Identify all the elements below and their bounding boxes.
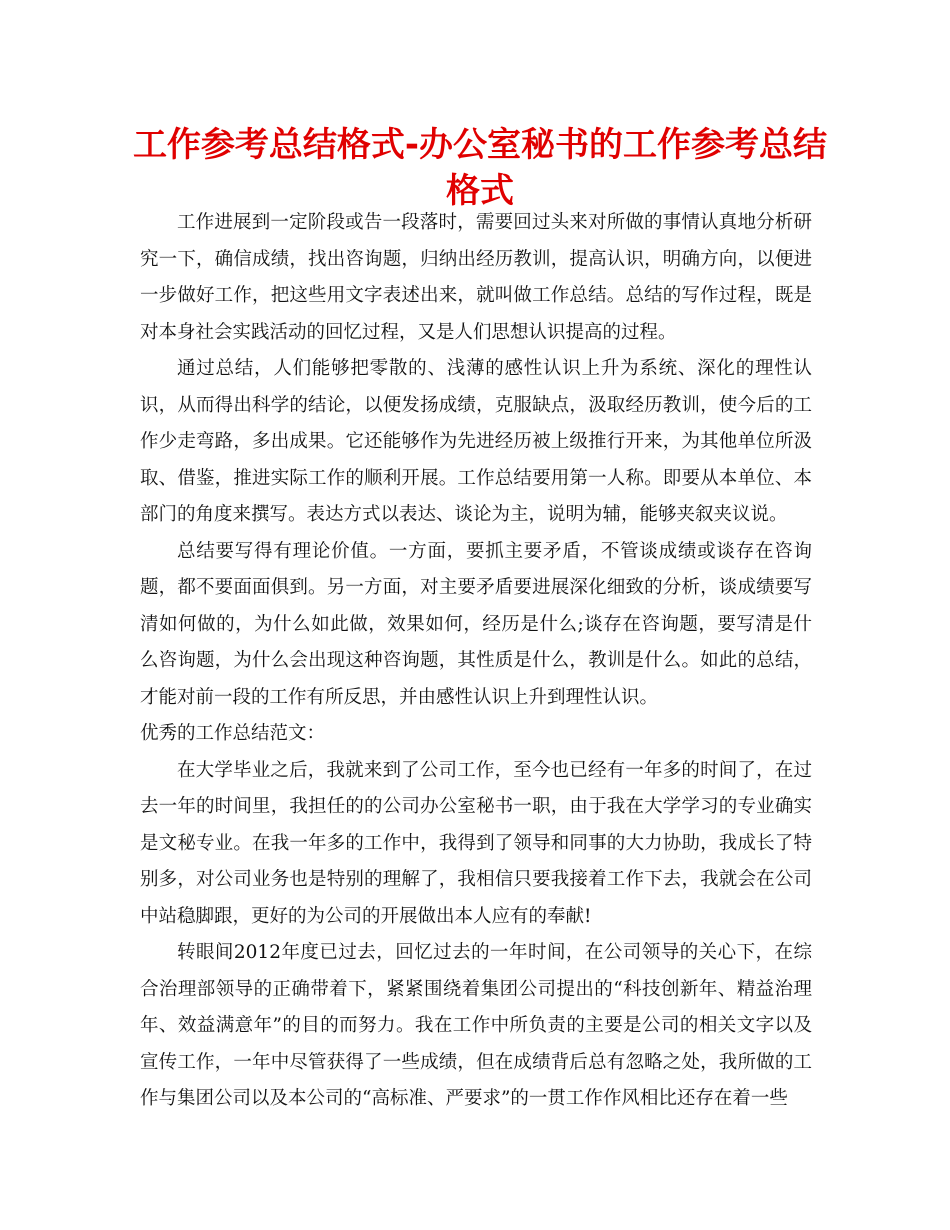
- intro-paragraph-2: 通过总结，人们能够把零散的、浅薄的感性认识上升为系统、深化的理性认识，从而得出科学的结论，以便发扬成绩，克服缺点，汲取经历教训，使今后的工作少走弯路，多出成果。它还能够作为先进经历被上级推行开来，为其他单位所汲取、借鉴，推进实际工作的顺利开展。工作总结要用第一人称。即要从本单位、本部门的角度来撰写。表达方式以表达、谈论为主，说明为辅，能够夹叙夹议说。: [140, 358, 812, 525]
- intro-paragraph-1: 工作进展到一定阶段或告一段落时，需要回过头来对所做的事情认真地分析研究一下，确信成绩，找出咨询题，归纳出经历教训，提高认识，明确方向，以便进一步做好工作，把这些用文字表述出来，就叫做工作总结。总结的写作过程，既是对本身社会实践活动的回忆过程，又是人们思想认识提高的过程。: [140, 212, 812, 343]
- sample-paragraph-1: 在大学毕业之后，我就来到了公司工作，至今也已经有一年多的时间了，在过去一年的时间里，我担任的的公司办公室秘书一职，由于我在大学学习的专业确实是文秘专业。在我一年多的工作中，我得到了领导和同事的大力协助，我成长了特别多，对公司业务也是特别的理解了，我相信只要我接着工作下去，我就会在公司中站稳脚跟，更好的为公司的开展做出本人应有的奉献!: [140, 759, 812, 927]
- document-title: 工作参考总结格式-办公室秘书的工作参考总结格式: [132, 125, 828, 211]
- sample-paragraph-2: 转眼间2012年度已过去，回忆过去的一年时间，在公司领导的关心下，在综合治理部领导的正确带着下，紧紧围绕着集团公司提出的“科技创新年、精益治理年、效益满意年”的目的而努力。我在工作中所负责的主要是公司的相关文字以及宣传工作，一年中尽管获得了一些成绩，但在成绩背后总有忽略之处，我所做的工作与集团公司以及本公司的“高标准、严要求”的一贯工作作风相比还存在着一些: [140, 942, 812, 1109]
- sample-heading: 优秀的工作总结范文：: [140, 723, 326, 744]
- document-body: [140, 205, 812, 1118]
- intro-paragraph-3: 总结要写得有理论价值。一方面，要抓主要矛盾，不管谈成绩或谈存在咨询题，都不要面面俱到。另一方面，对主要矛盾要进展深化细致的分析，谈成绩要写清如何做的，为什么如此做，效果如何，经历是什么;谈存在咨询题，要写清是什么咨询题，为什么会出现这种咨询题，其性质是什么，教训是什么。如此的总结，才能对前一段的工作有所反思，并由感性认识上升到理性认识。: [140, 540, 812, 708]
